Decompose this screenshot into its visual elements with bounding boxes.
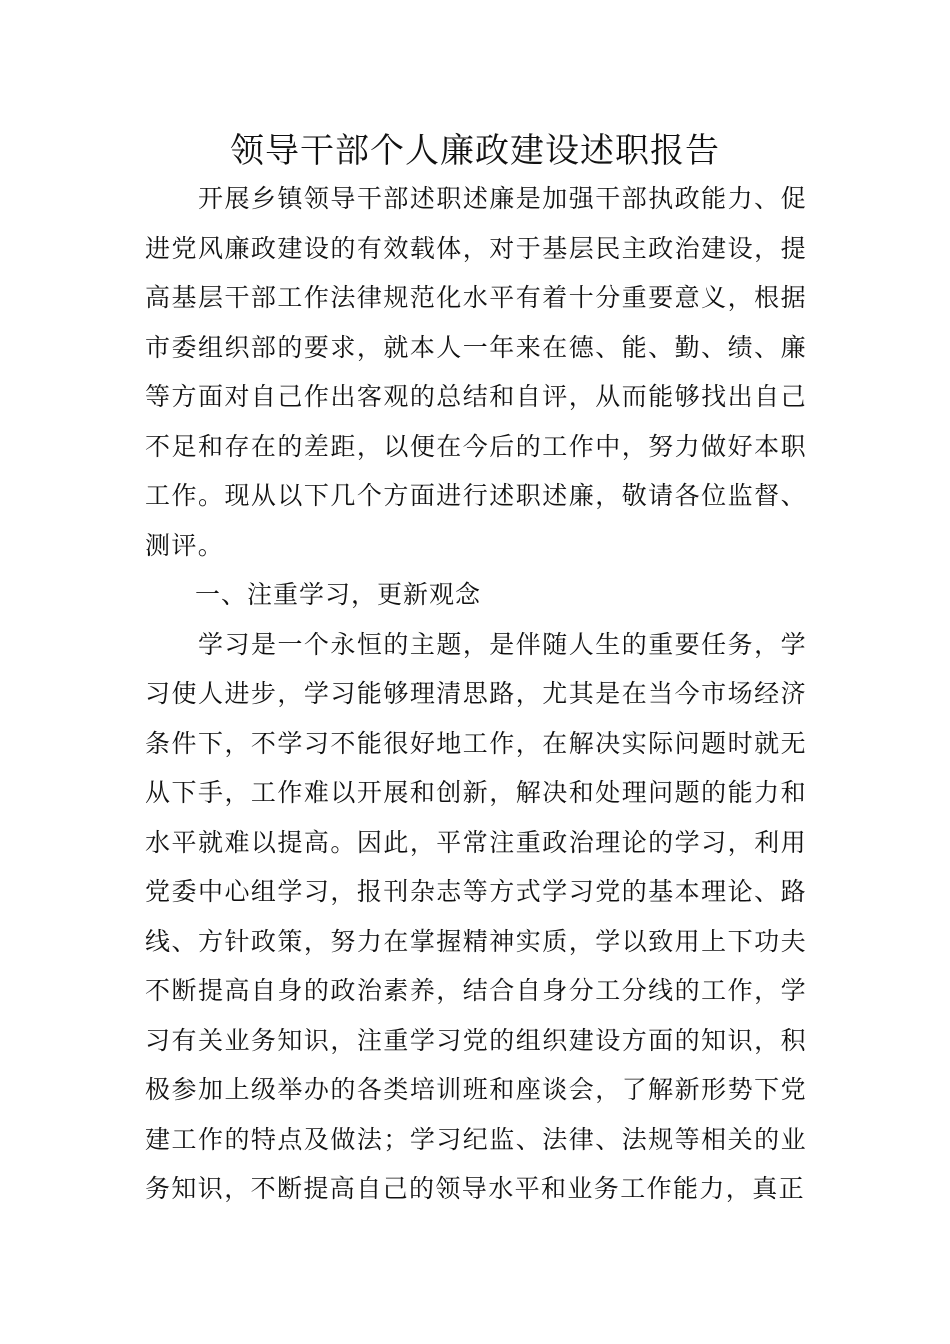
document-body [145,174,807,1214]
document-title: 领导干部个人廉政建设述职报告 [230,131,720,171]
section-paragraph: 学习是一个永恒的主题，是伴随人生的重要任务，学习使人进步，学习能够理清思路，尤其是在当今市场经济条件下，不学习不能很好地工作，在解决实际问题时就无从下手，工作难以开展和创新，解决和处理问题的能力和水平就难以提高。因此，平常注重政治理论的学习，利用党委中心组学习，报刊杂志等方式学习党的基本理论、路线、方针政策，努力在掌握精神实质，学以致用上下功夫不断提高自身的政治素养，结合自身分工分线的工作，学习有关业务知识，注重学习党的组织建设方面的知识，积极参加上级举办的各类培训班和座谈会，了解新形势下党建工作的特点及做法；学习纪监、法律、法规等相关的业务知识，不断提高自己的领导水平和业务工作能力，真正 [145,629,807,1203]
section-heading: 一、注重学习，更新观念 [195,580,482,609]
intro-paragraph: 开展乡镇领导干部述职述廉是加强干部执政能力、促进党风廉政建设的有效载体，对于基层民主政治建设，提高基层干部工作法律规范化水平有着十分重要意义，根据市委组织部的要求，就本人一年来在德、能、勤、绩、廉等方面对自己作出客观的总结和自评，从而能够找出自己不足和存在的差距，以便在今后的工作中，努力做好本职工作。现从以下几个方面进行述职述廉，敬请各位监督、测评。 [145,184,807,560]
